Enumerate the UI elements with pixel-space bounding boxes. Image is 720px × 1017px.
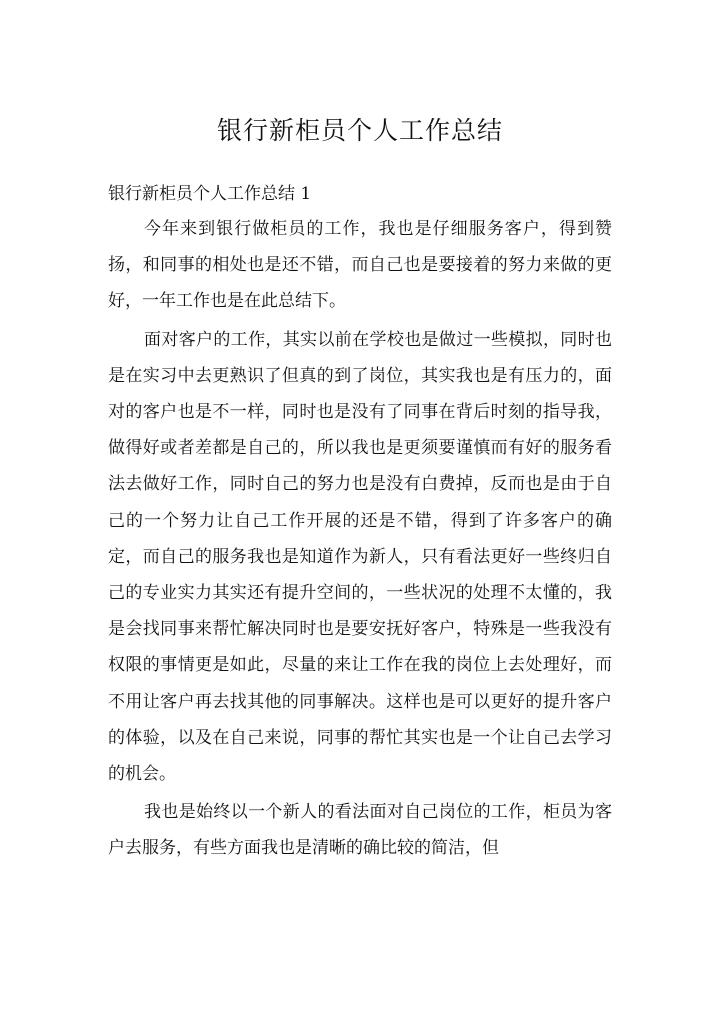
paragraph-3: 我也是始终以一个新人的看法面对自己岗位的工作，柜员为客户去服务，有些方面我也是清晰的确比较的简洁，但 bbox=[108, 802, 612, 859]
section-heading: 银行新柜员个人工作总结 1 bbox=[108, 184, 312, 204]
document-body bbox=[108, 211, 612, 869]
paragraph-2: 面对客户的工作，其实以前在学校也是做过一些模拟，同时也是在实习中去更熟识了但真的到了岗位，其实我也是有压力的，面对的客户也是不一样，同时也是没有了同事在背后时刻的指导我，做得好或者差都是自己的，所以我也是更须要谨慎而有好的服务看法去做好工作，同时自己的努力也是没有白费掉，反而也是由于自己的一个努力让自己工作开展的还是不错，得到了许多客户的确定，而自己的服务我也是知道作为新人，只有看法更好一些终归自己的专业实力其实还有提升空间的，一些状况的处理不太懂的，我是会找同事来帮忙解决同时也是要安抚好客户，特殊是一些我没有权限的事情更是如此，尽量的来让工作在我的岗位上去处理好，而不用让客户再去找其他的同事解决。这样也是可以更好的提升客户的体验，以及在自己来说，同事的帮忙其实也是一个让自己去学习的机会。 bbox=[108, 329, 612, 785]
document-title: 银行新柜员个人工作总结 bbox=[216, 116, 503, 145]
paragraph-1: 今年来到银行做柜员的工作，我也是仔细服务客户，得到赞扬，和同事的相处也是还不错，而自己也是要接着的努力来做的更好，一年工作也是在此总结下。 bbox=[108, 219, 612, 312]
